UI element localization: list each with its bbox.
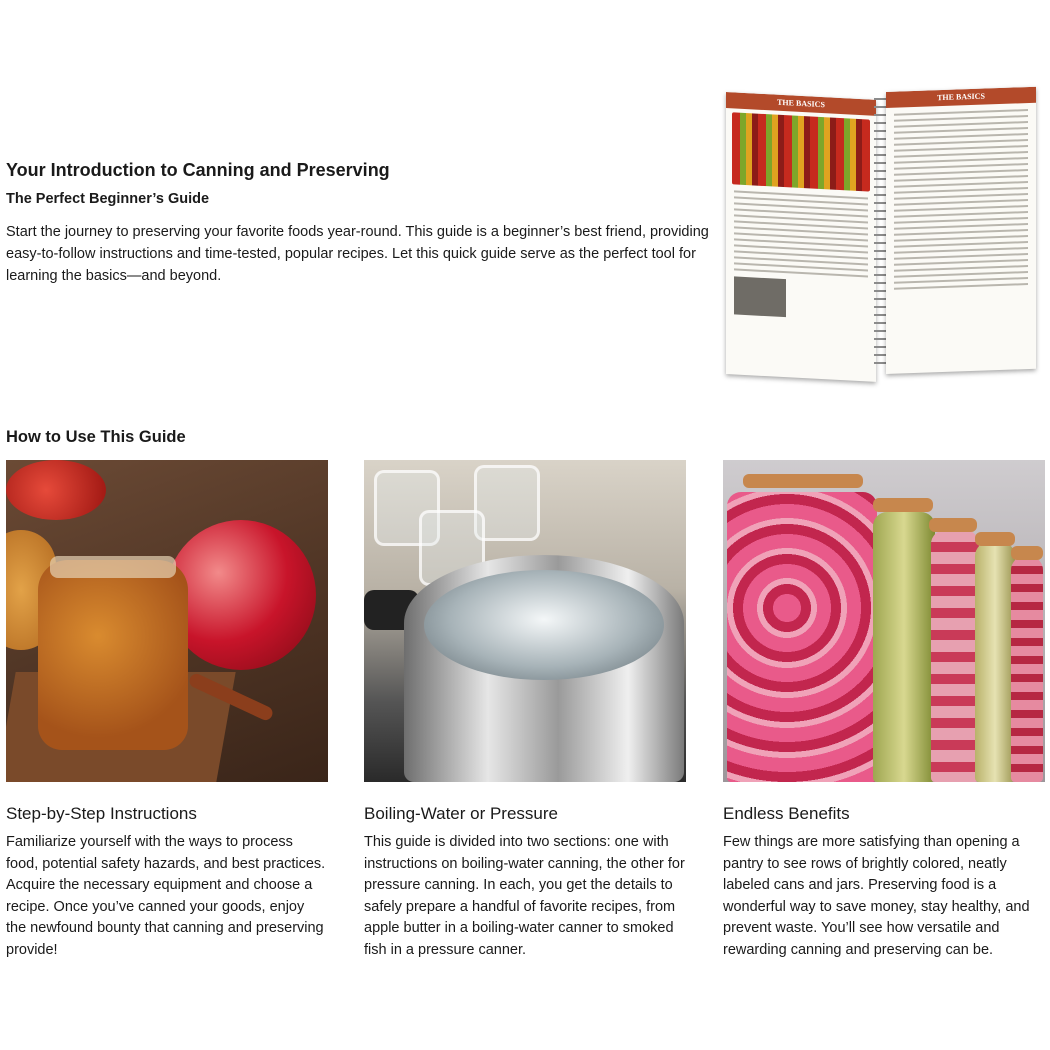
book-right-banner: THE BASICS [886, 87, 1036, 108]
card-title: Step-by-Step Instructions [6, 804, 197, 823]
card-body: This guide is divided into two sections: one with instructions on boiling-water canning, the other for pressure canning. In each, you get the details to safely prepare a handful of favorite recipes, from apple butter in a boiling-water canner to smoked fish in a pressure canner. [364, 834, 685, 958]
book-preview-image [726, 92, 1042, 374]
feature-card [6, 460, 328, 961]
feature-card [723, 460, 1045, 961]
card-title: Boiling-Water or Pressure [364, 804, 558, 823]
book-left-banner: THE BASICS [726, 92, 876, 116]
intro-section [6, 160, 716, 287]
section-title: How to Use This Guide [6, 428, 186, 446]
book-text-block [734, 190, 868, 277]
card-title: Endless Benefits [723, 804, 850, 823]
jars-photo [732, 112, 870, 191]
book-right-page [886, 87, 1036, 374]
intro-title: Your Introduction to Canning and Preserving [6, 160, 390, 180]
intro-body: Start the journey to preserving your favorite foods year-round. This guide is a beginner’s best friend, providing easy-to-follow instructions and time-tested, popular recipes. Let this quick guide serve as the perfect tool for learning the basics—and beyond. [6, 224, 709, 284]
boiling-pot-photo [364, 460, 686, 782]
book-text-block [894, 109, 1028, 290]
intro-subtitle: The Perfect Beginner’s Guide [6, 191, 210, 207]
card-body: Familiarize yourself with the ways to process food, potential safety hazards, and best practices. Acquire the necessary equipment and choose a recipe. Once you’ve canned your goods, enjoy the newfound bounty that canning and preserving provide! [6, 834, 326, 958]
card-body: Few things are more satisfying than opening a pantry to see rows of brightly colored, neatly labeled cans and jars. Preserving food is a wonderful way to save money, stay healthy, and prevent waste. You’ll see how versatile and rewarding canning and preserving can be. [723, 834, 1030, 958]
jam-and-apples-photo [6, 460, 328, 782]
pickled-jars-photo [723, 460, 1045, 782]
feature-card [364, 460, 686, 961]
book-left-page [726, 92, 876, 382]
book-thumbnail-photo [734, 276, 786, 317]
